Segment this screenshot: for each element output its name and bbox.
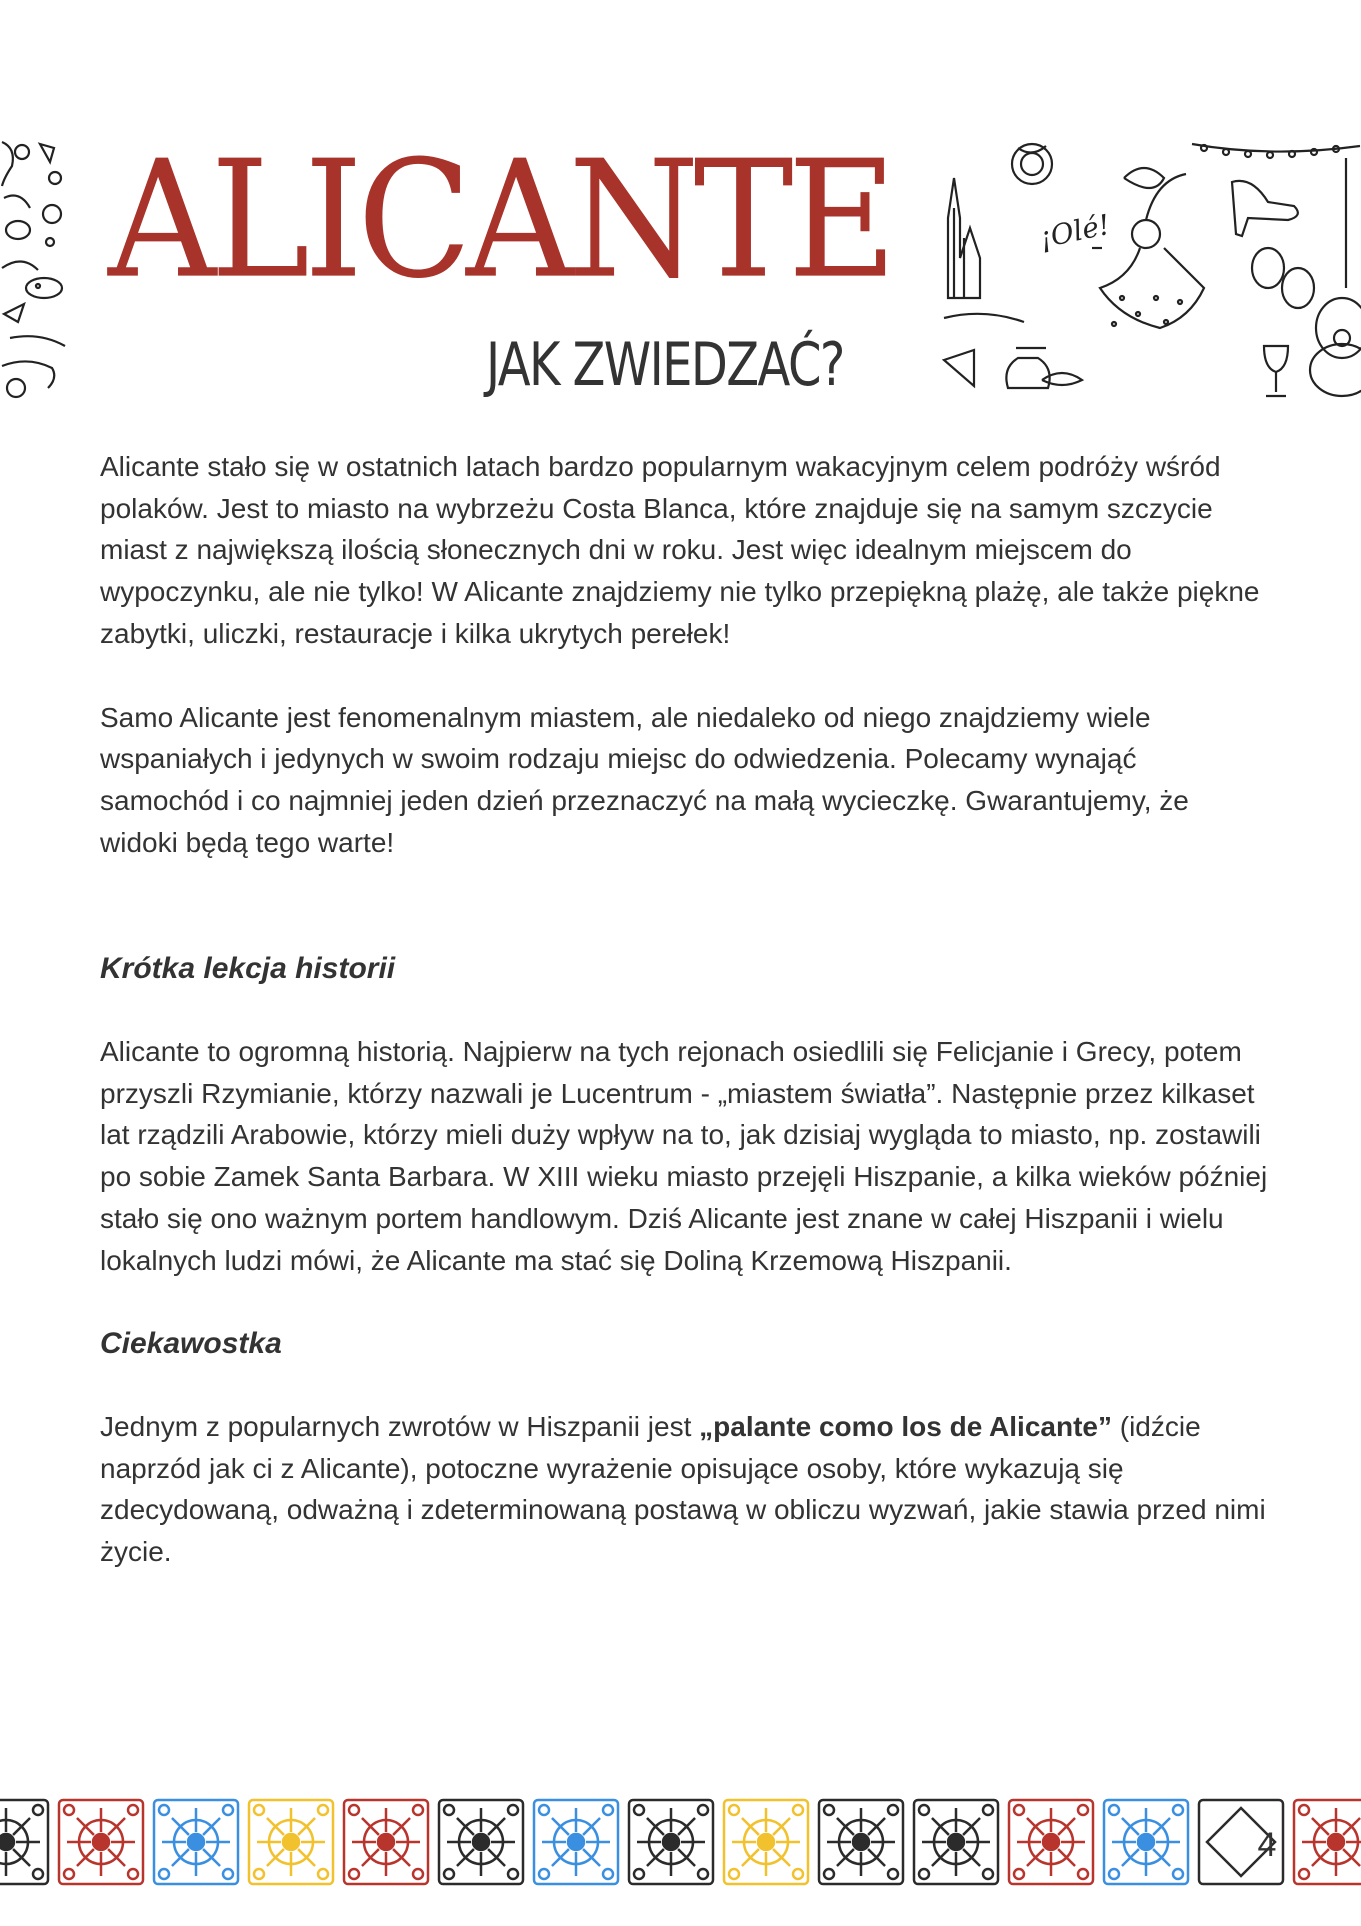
azulejo-tile xyxy=(249,1800,333,1884)
intro-paragraph-1: Alicante stało się w ostatnich latach bardzo popularnym wakacyjnym celem podróży wśród polaków. Jest to miasto na wybrzeżu Costa Blanca, które znajduje się na samym szczycie miast z największą ilością słonecznych dni w roku. Jest więc idealnym miejscem do wypoczynku, ale nie tylko! W Alicante znajdziemy nie tylko przepiękną plażę, ale także piękne zabytki, uliczki, restauracje i kilka ukrytych perełek! xyxy=(100,451,1260,649)
trivia-phrase: „palante como los de Alicante” xyxy=(699,1410,1112,1442)
decorative-tile-border xyxy=(0,1798,1361,1886)
trivia-text-suffix: (idźcie naprzód jak ci z Alicante), potoczne wyrażenie opisujące osoby, które wykazują się zdecydowaną, odważną i zdeterminowaną postawą w obliczu wyzwań, jakie stawia przed nimi życie. xyxy=(100,1410,1266,1568)
azulejo-tile xyxy=(154,1800,238,1884)
azulejo-tile xyxy=(819,1800,903,1884)
article-body xyxy=(100,446,1270,1573)
intro-paragraph-2: Samo Alicante jest fenomenalnym miastem, ale niedaleko od niego znajdziemy wiele wspaniałych i jedynych w swoim rodzaju miejsc do odwiedzenia. Polecamy wynająć samochód i co najmniej jeden dzień przeznaczyć na małą wycieczkę. Gwarantujemy, że widoki będą tego warte! xyxy=(100,701,1189,858)
history-paragraph: Alicante to ogromną historią. Najpierw na tych rejonach osiedlili się Felicjanie i Grecy, potem przyszli Rzymianie, którzy nazwali je Lucentrum - „miastem światła”. Następnie przez kilkaset lat rządzili Arabowie, którzy mieli duży wpływ na to, jak dzisiaj wygląda to miasto, np. zostawili po sobie Zamek Santa Barbara. W XIII wieku miasto przejęli Hiszpanie, a kilka wieków później stało się ono ważnym portem handlowym. Dziś Alicante jest znane w całej Hiszpanii i wielu lokalnych ludzi mówi, że Alicante ma stać się Doliną Krzemową Hiszpanii. xyxy=(100,1036,1268,1276)
azulejo-tile xyxy=(629,1800,713,1884)
azulejo-tile xyxy=(1009,1800,1093,1884)
azulejo-tile xyxy=(1104,1800,1188,1884)
trivia-text-prefix: Jednym z popularnych zwrotów w Hiszpanii jest xyxy=(100,1410,700,1442)
history-heading: Krótka lekcja historii xyxy=(100,952,396,986)
trivia-paragraph xyxy=(100,1406,1270,1573)
azulejo-tile xyxy=(724,1800,808,1884)
page-subtitle: JAK ZWIEDZAĆ? xyxy=(486,330,844,400)
azulejo-tile xyxy=(439,1800,523,1884)
doodle-illustration-left xyxy=(0,138,68,400)
azulejo-tile xyxy=(59,1800,143,1884)
doodle-illustration-right xyxy=(942,138,1361,400)
azulejo-tile xyxy=(1294,1800,1361,1884)
page-title: ALICANTE xyxy=(108,126,892,315)
trivia-heading: Ciekawostka xyxy=(100,1327,282,1361)
azulejo-tile xyxy=(914,1800,998,1884)
ole-text: ¡Olé! xyxy=(1036,207,1113,255)
azulejo-tile xyxy=(534,1800,618,1884)
azulejo-tile xyxy=(0,1800,48,1884)
page-number: 4 xyxy=(1257,1826,1277,1864)
azulejo-tile xyxy=(344,1800,428,1884)
